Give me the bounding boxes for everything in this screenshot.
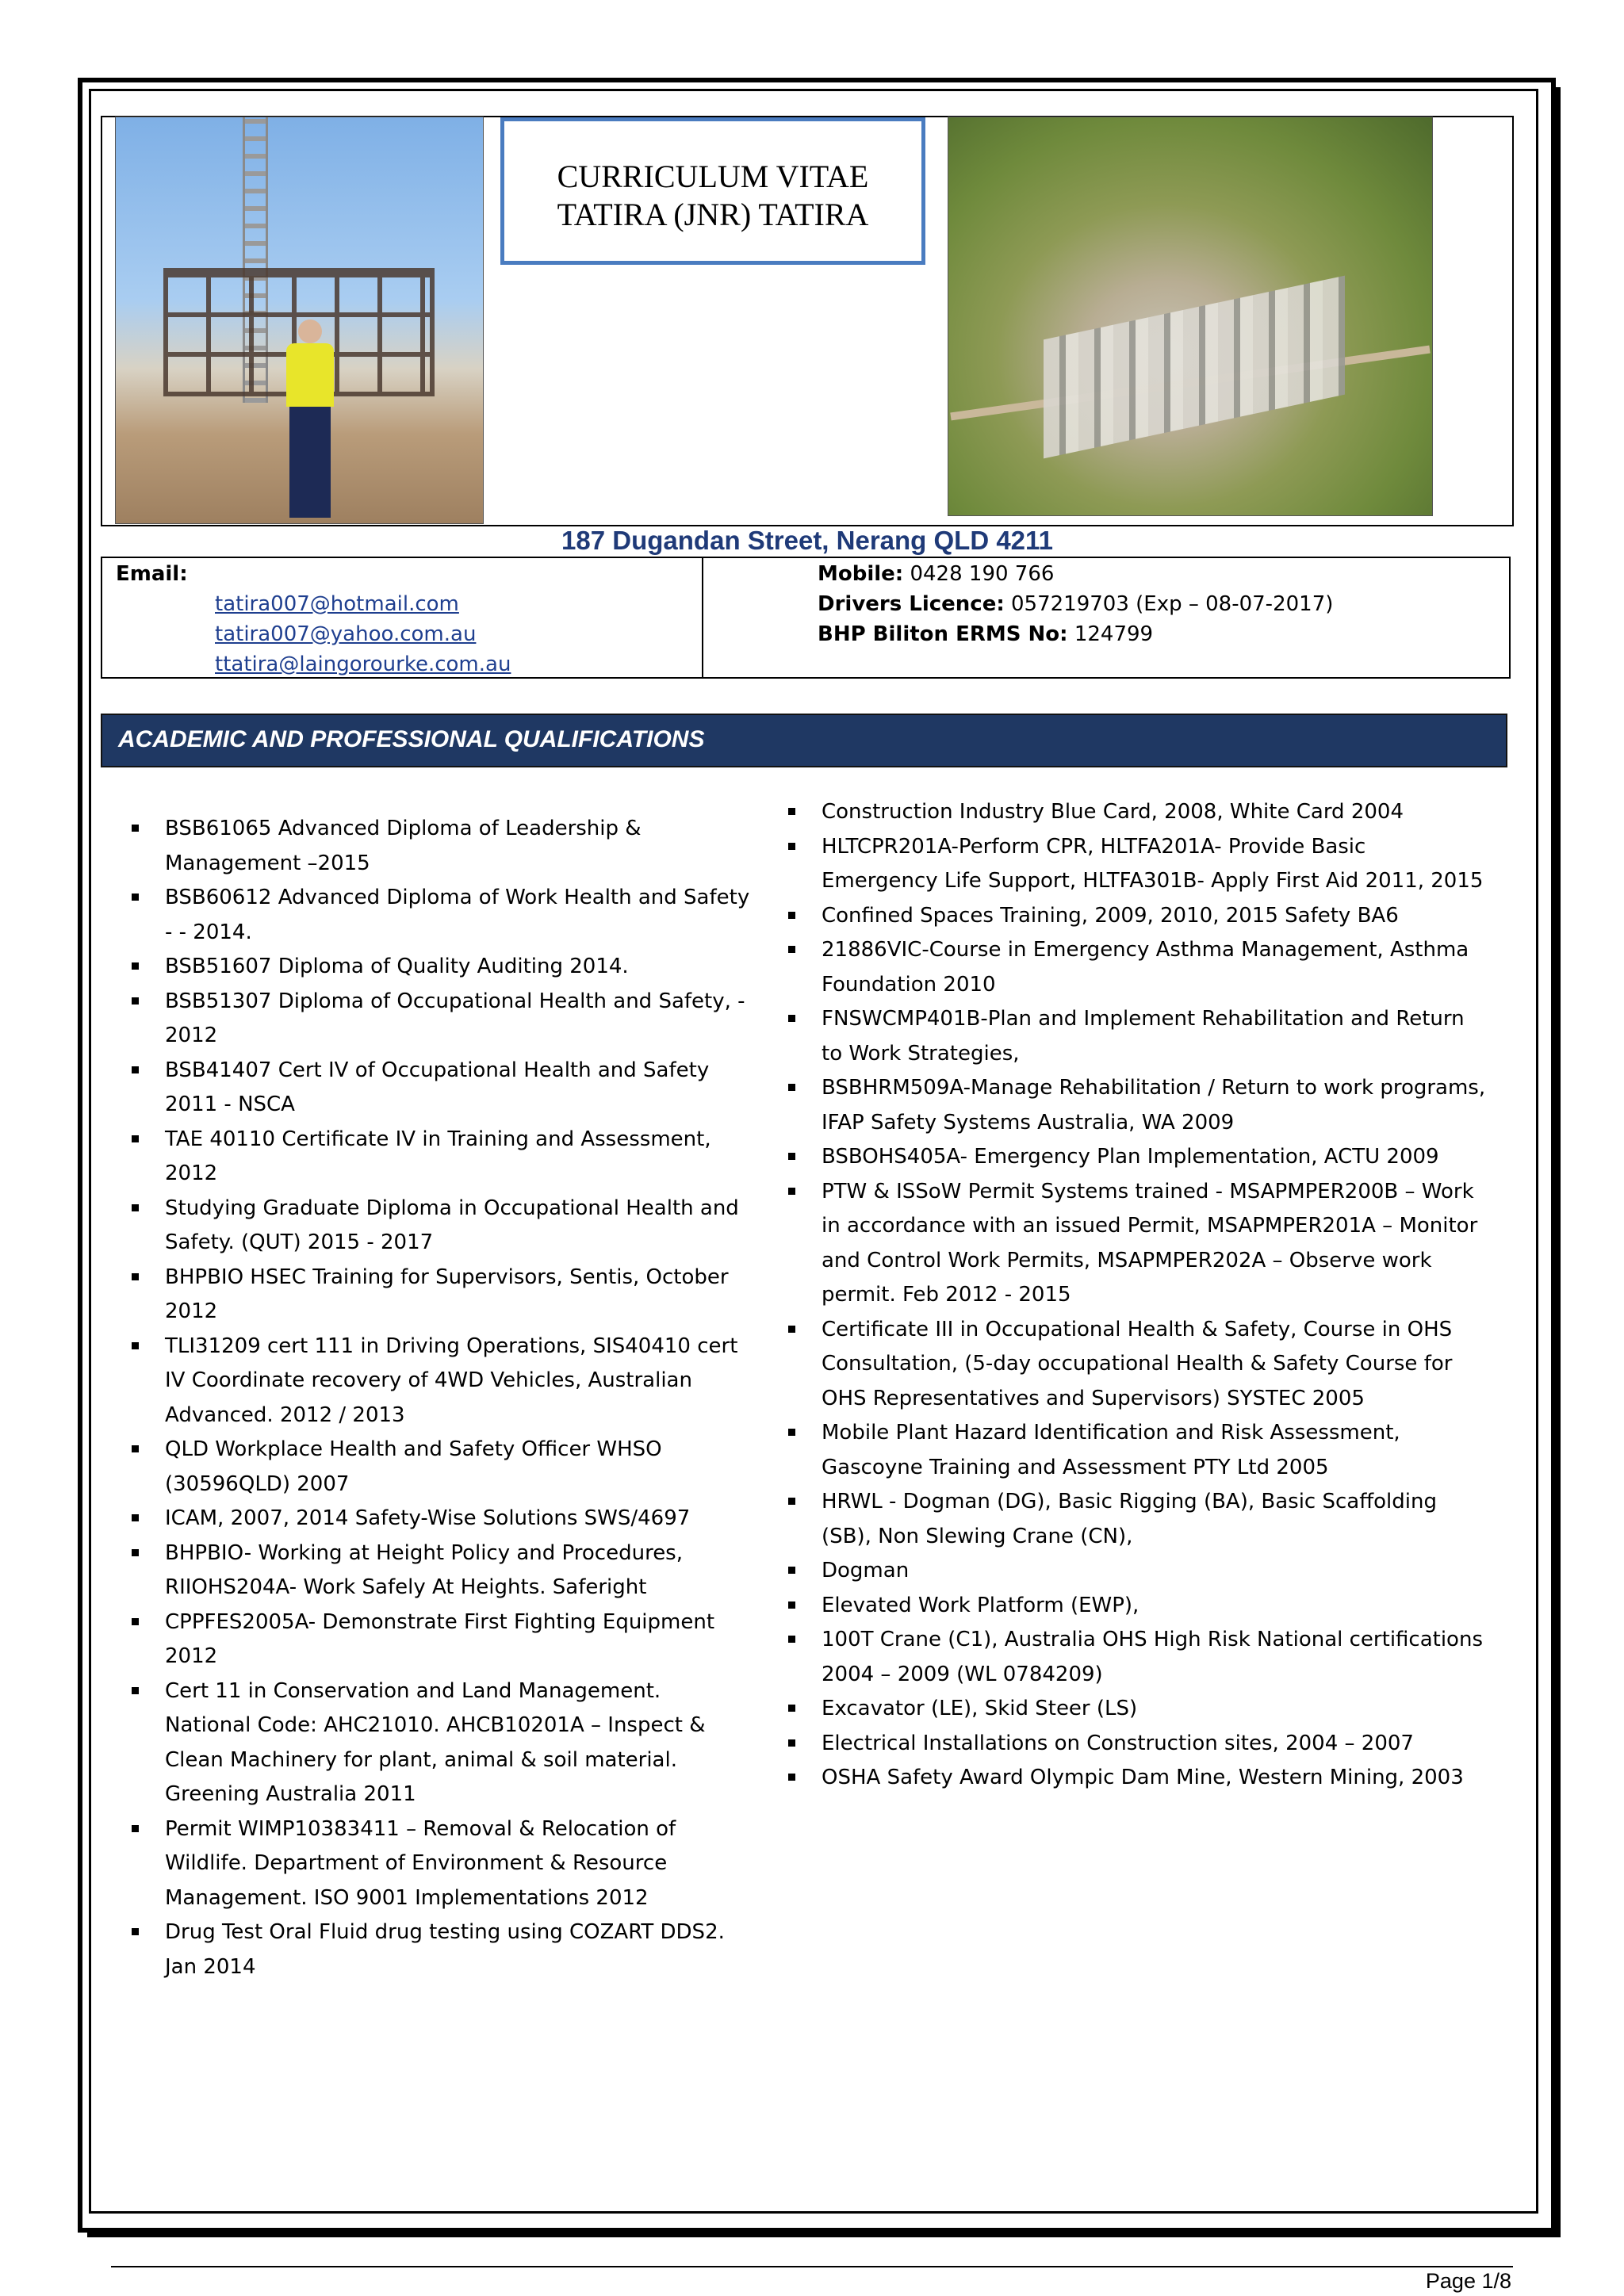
erms-value: 124799 (1074, 622, 1154, 646)
list-item: Cert 11 in Conservation and Land Management. National Code: AHC21010. AHCB10201A – Inspect & Clean Machinery for plant, animal & soil material. Greening Australia 2011 (116, 1674, 750, 1812)
list-item: 100T Crane (C1), Australia OHS High Risk National certifications 2004 – 2009 (WL 0784209) (772, 1623, 1486, 1692)
cv-name: TATIRA (JNR) TATIRA (557, 197, 869, 232)
list-item: OSHA Safety Award Olympic Dam Mine, Western Mining, 2003 (772, 1761, 1486, 1796)
list-item: BHPBIO- Working at Height Policy and Procedures, RIIOHS204A- Work Safely At Heights. Saferight (116, 1536, 750, 1605)
list-item: Permit WIMP10383411 – Removal & Relocation of Wildlife. Department of Environment & Resource Management. ISO 9001 Implementations 2012 (116, 1812, 750, 1916)
contact-divider (702, 557, 703, 679)
page-number: Page 1/8 (1425, 2269, 1511, 2293)
footer-rule (111, 2266, 1513, 2267)
erms-row (818, 619, 1333, 649)
list-item: CPPFES2005A- Demonstrate First Fighting Equipment 2012 (116, 1605, 750, 1674)
site-aerial-photo (948, 117, 1433, 516)
section-heading: ACADEMIC AND PROFESSIONAL QUALIFICATIONS (118, 726, 705, 752)
list-item: HRWL - Dogman (DG), Basic Rigging (BA), Basic Scaffolding (SB), Non Slewing Crane (CN), (772, 1485, 1486, 1554)
licence-value: 057219703 (Exp – 08-07-2017) (1011, 592, 1334, 616)
list-item: Electrical Installations on Construction sites, 2004 – 2007 (772, 1727, 1486, 1762)
list-item: FNSWCMP401B-Plan and Implement Rehabilitation and Return to Work Strategies, (772, 1002, 1486, 1071)
list-item: Certificate III in Occupational Health & Safety, Course in OHS Consultation, (5-day occupational Health & Safety Course for OHS Representatives and Supervisors) SYSTEC 2005 (772, 1313, 1486, 1417)
list-item: BSBHRM509A-Manage Rehabilitation / Return to work programs, IFAP Safety Systems Australia, WA 2009 (772, 1071, 1486, 1140)
list-item: Elevated Work Platform (EWP), (772, 1589, 1486, 1624)
list-item: HLTCPR201A-Perform CPR, HLTFA201A- Provide Basic Emergency Life Support, HLTFA301B- Apply First Aid 2011, 2015 (772, 830, 1486, 899)
list-item: QLD Workplace Health and Safety Officer WHSO (30596QLD) 2007 (116, 1433, 750, 1502)
cv-title-box (500, 117, 925, 265)
mobile-row (818, 559, 1333, 589)
list-item: Confined Spaces Training, 2009, 2010, 2015 Safety BA6 (772, 899, 1486, 934)
list-item: BSB51607 Diploma of Quality Auditing 2014. (116, 950, 750, 985)
qualifications-left-list (116, 812, 750, 1984)
list-item: Mobile Plant Hazard Identification and Risk Assessment, Gascoyne Training and Assessment PTY Ltd 2005 (772, 1416, 1486, 1485)
email-link[interactable]: tatira007@yahoo.com.au (215, 622, 477, 646)
list-item: 21886VIC-Course in Emergency Asthma Management, Asthma Foundation 2010 (772, 933, 1486, 1002)
email-link[interactable]: tatira007@hotmail.com (215, 592, 459, 616)
section-heading-bar (101, 714, 1507, 767)
licence-row (818, 589, 1333, 619)
list-item: Dogman (772, 1554, 1486, 1589)
list-item: Excavator (LE), Skid Steer (LS) (772, 1692, 1486, 1727)
list-item: TAE 40110 Certificate IV in Training and Assessment, 2012 (116, 1123, 750, 1192)
list-item: BSB41407 Cert IV of Occupational Health and Safety 2011 - NSCA (116, 1054, 750, 1123)
contact-emails (116, 559, 511, 679)
list-item: ICAM, 2007, 2014 Safety-Wise Solutions SWS/4697 (116, 1502, 750, 1536)
mobile-value: 0428 190 766 (910, 562, 1055, 586)
list-item: BSBOHS405A- Emergency Plan Implementation, ACTU 2009 (772, 1140, 1486, 1175)
list-item: Studying Graduate Diploma in Occupational Health and Safety. (QUT) 2015 - 2017 (116, 1192, 750, 1261)
list-item: PTW & ISSoW Permit Systems trained - MSAPMPER200B – Work in accordance with an issued Permit, MSAPMPER201A – Monitor and Control Work Permits, MSAPMPER202A – Observe work permit. Feb 2012 - 2015 (772, 1175, 1486, 1313)
list-item: BSB60612 Advanced Diploma of Work Health and Safety - - 2014. (116, 881, 750, 950)
address: 187 Dugandan Street, Nerang QLD 4211 (561, 526, 1053, 555)
erms-label: BHP Biliton ERMS No: (818, 622, 1068, 646)
profile-photo (115, 117, 484, 524)
contact-details (818, 559, 1333, 649)
cv-title: CURRICULUM VITAE (557, 159, 869, 194)
list-item: BSB51307 Diploma of Occupational Health and Safety, - 2012 (116, 985, 750, 1054)
list-item: Construction Industry Blue Card, 2008, White Card 2004 (772, 795, 1486, 830)
plant-buildings-graphic (1044, 276, 1345, 459)
licence-label: Drivers Licence: (818, 592, 1005, 616)
list-item: BHPBIO HSEC Training for Supervisors, Sentis, October 2012 (116, 1261, 750, 1330)
list-item: Drug Test Oral Fluid drug testing using COZART DDS2. Jan 2014 (116, 1915, 750, 1984)
qualifications-right-list (772, 795, 1486, 1796)
list-item: BSB61065 Advanced Diploma of Leadership & Management –2015 (116, 812, 750, 881)
mobile-label: Mobile: (818, 562, 904, 586)
list-item: TLI31209 cert 111 in Driving Operations, SIS40410 cert IV Coordinate recovery of 4WD Vehicles, Australian Advanced. 2012 / 2013 (116, 1330, 750, 1433)
email-label: Email: (116, 562, 188, 586)
email-link[interactable]: ttatira@laingorourke.com.au (215, 652, 511, 676)
person-figure (278, 320, 342, 523)
